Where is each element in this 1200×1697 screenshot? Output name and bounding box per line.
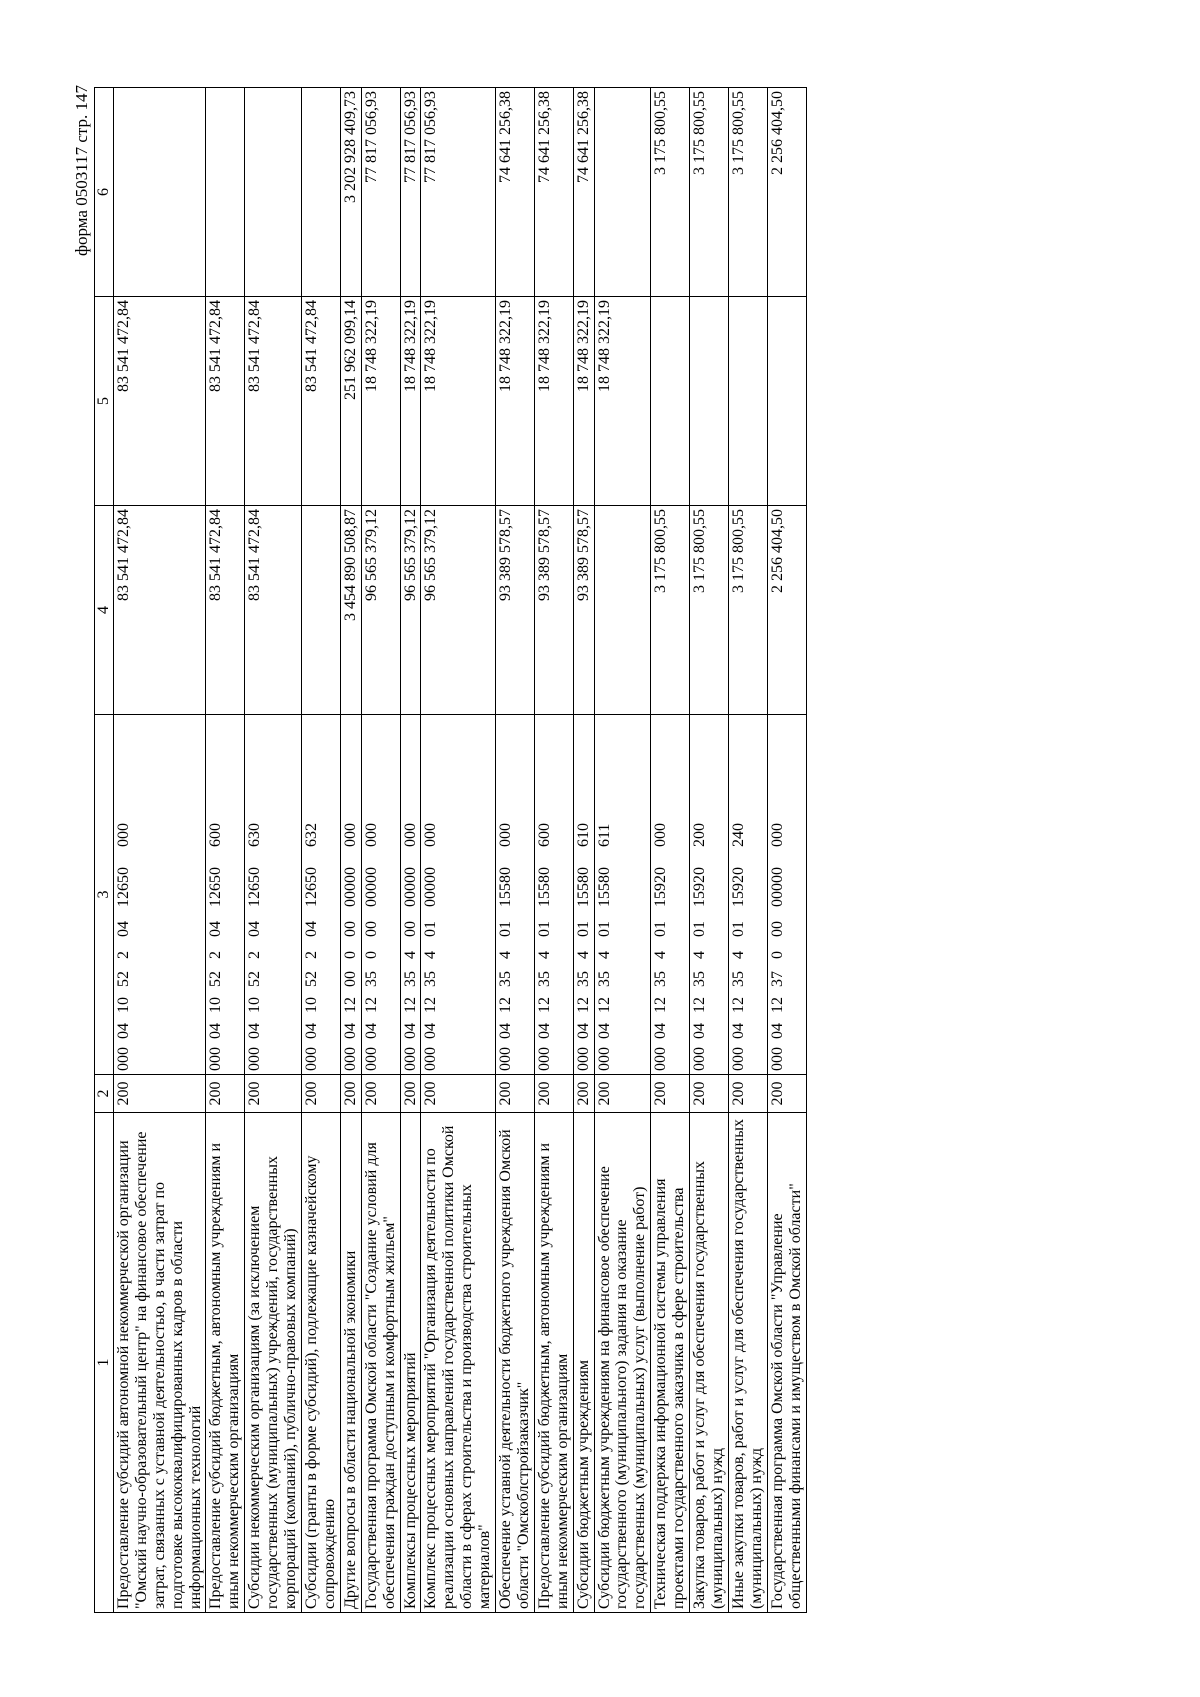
code-segment: 35 (362, 970, 380, 987)
approved-amount-cell: 93 389 578,57 (496, 505, 535, 714)
unexecuted-amount-cell: 77 817 056,93 (421, 87, 496, 296)
code-segment: 04 (574, 1022, 592, 1039)
column-number-row (95, 87, 114, 1612)
code-segment: 12 (401, 996, 419, 1013)
code-segment: 000 (422, 1046, 440, 1071)
code-segment: 000 (362, 1046, 380, 1071)
executed-amount-cell: 83 541 472,84 (245, 296, 302, 505)
code-segment: 4 (497, 950, 515, 959)
row-name-cell: Иные закупки товаров, работ и услуг для обеспечения государственных (муниципальных) нужд (728, 1112, 767, 1612)
unexecuted-amount-cell: 2 256 404,50 (767, 87, 806, 296)
column-header: 5 (95, 296, 114, 505)
approved-amount-cell: 96 565 379,12 (421, 505, 496, 714)
executed-amount-cell (651, 296, 690, 505)
unexecuted-amount-cell: 74 641 256,38 (496, 87, 535, 296)
executed-amount-cell: 83 541 472,84 (113, 296, 206, 505)
code-segment: 12650 (302, 866, 320, 907)
approved-amount-cell (594, 505, 651, 714)
table-row (400, 87, 421, 1612)
code-segment: 00 (401, 920, 419, 937)
classification-code-cell (728, 714, 767, 1074)
code-segment: 01 (422, 920, 440, 937)
unexecuted-amount-cell: 74 641 256,38 (534, 87, 573, 296)
report-body (113, 87, 806, 1612)
code-segment: 000 (114, 1046, 132, 1071)
approved-amount-cell: 83 541 472,84 (113, 505, 206, 714)
code-segment: 15920 (729, 866, 747, 907)
approved-amount-cell: 2 256 404,50 (767, 505, 806, 714)
executed-amount-cell: 18 748 322,19 (400, 296, 421, 505)
table-row (245, 87, 302, 1612)
table-row (361, 87, 400, 1612)
code-segment: 01 (574, 920, 592, 937)
code-segment: 0 (341, 950, 359, 959)
code-segment: 240 (729, 822, 747, 847)
code-segment: 12 (729, 996, 747, 1013)
unexecuted-amount-cell: 3 175 800,55 (690, 87, 729, 296)
unexecuted-amount-cell: 3 175 800,55 (728, 87, 767, 296)
approved-amount-cell: 3 175 800,55 (651, 505, 690, 714)
table-row (767, 87, 806, 1612)
code-segment: 35 (729, 970, 747, 987)
line-code-cell: 200 (690, 1074, 729, 1112)
code-segment: 00000 (362, 866, 380, 907)
classification-code-cell (690, 714, 729, 1074)
code-segment: 52 (302, 970, 320, 987)
code-segment: 600 (535, 822, 553, 847)
code-segment: 2 (114, 950, 132, 959)
line-code-cell: 200 (301, 1074, 340, 1112)
code-segment: 01 (535, 920, 553, 937)
row-name-cell: Техническая поддержка информационной системы управления проектами государственного заказчика в сфере строительства (651, 1112, 690, 1612)
code-segment: 01 (595, 920, 613, 937)
table-row (690, 87, 729, 1612)
code-segment: 10 (302, 996, 320, 1013)
line-code-cell: 200 (206, 1074, 245, 1112)
code-segment: 35 (535, 970, 553, 987)
line-code-cell: 200 (767, 1074, 806, 1112)
approved-amount-cell: 83 541 472,84 (245, 505, 302, 714)
row-name-cell: Субсидии бюджетным учреждениям (573, 1112, 594, 1612)
row-name-cell: Предоставление субсидий автономной некоммерческой организации "Омский научно-образовательный центр" на финансовое обеспечение затрат, связанных с уставной деятельностью, в части затрат по подготовке высококвалифицированных кадров в области информационных технологий (113, 1112, 206, 1612)
code-segment: 00000 (768, 866, 786, 907)
classification-code-cell (340, 714, 361, 1074)
approved-amount-cell: 96 565 379,12 (361, 505, 400, 714)
code-segment: 000 (401, 822, 419, 847)
code-segment: 15580 (497, 866, 515, 907)
executed-amount-cell: 18 748 322,19 (573, 296, 594, 505)
code-segment: 00 (362, 920, 380, 937)
executed-amount-cell: 18 748 322,19 (361, 296, 400, 505)
code-segment: 04 (497, 1022, 515, 1039)
executed-amount-cell (690, 296, 729, 505)
code-segment: 00 (341, 920, 359, 937)
executed-amount-cell: 83 541 472,84 (206, 296, 245, 505)
report-table (94, 87, 807, 1613)
code-segment: 630 (246, 822, 264, 847)
code-segment: 04 (691, 1022, 709, 1039)
code-segment: 2 (302, 950, 320, 959)
row-name-cell: Комплекс процессных мероприятий "Организация деятельности по реализации основных направлений государственной политики Омской области в сферах строительства и производства строительных материалов" (421, 1112, 496, 1612)
unexecuted-amount-cell (594, 87, 651, 296)
unexecuted-amount-cell (206, 87, 245, 296)
code-segment: 000 (114, 822, 132, 847)
code-segment: 000 (768, 1046, 786, 1071)
code-segment: 01 (652, 920, 670, 937)
code-segment: 35 (497, 970, 515, 987)
classification-code-cell (421, 714, 496, 1074)
code-segment: 04 (362, 1022, 380, 1039)
code-segment: 12 (422, 996, 440, 1013)
code-segment: 200 (691, 822, 709, 847)
unexecuted-amount-cell (113, 87, 206, 296)
code-segment: 4 (422, 950, 440, 959)
executed-amount-cell: 251 962 099,14 (340, 296, 361, 505)
form-reference: форма 0503117 стр. 147 (72, 84, 91, 256)
row-name-cell: Субсидии бюджетным учреждениям на финансовое обеспечение государственного (муниципального) задания на оказание государственных (муниципальных) услуг (выполнение работ) (594, 1112, 651, 1612)
line-code-cell: 200 (651, 1074, 690, 1112)
row-name-cell: Субсидии некоммерческим организациям (за исключением государственных (муниципальных) учреждений, государственных корпораций (компаний), публично-правовых компаний) (245, 1112, 302, 1612)
approved-amount-cell: 3 175 800,55 (690, 505, 729, 714)
code-segment: 000 (652, 822, 670, 847)
row-name-cell: Предоставление субсидий бюджетным, автономным учреждениям и иным некоммерческим организациям (206, 1112, 245, 1612)
executed-amount-cell: 18 748 322,19 (534, 296, 573, 505)
classification-code-cell (361, 714, 400, 1074)
line-code-cell: 200 (421, 1074, 496, 1112)
code-segment: 04 (114, 1022, 132, 1039)
line-code-cell: 200 (245, 1074, 302, 1112)
rotated-page (70, 49, 1130, 1649)
code-segment: 000 (691, 1046, 709, 1071)
code-segment: 12650 (246, 866, 264, 907)
code-segment: 04 (768, 1022, 786, 1039)
code-segment: 12 (497, 996, 515, 1013)
classification-code-cell (245, 714, 302, 1074)
code-segment: 52 (246, 970, 264, 987)
row-name-cell: Закупка товаров, работ и услуг для обеспечения государственных (муниципальных) нужд (690, 1112, 729, 1612)
line-code-cell: 200 (113, 1074, 206, 1112)
code-segment: 000 (497, 1046, 515, 1071)
code-segment: 10 (246, 996, 264, 1013)
code-segment: 04 (207, 1022, 225, 1039)
code-segment: 000 (246, 1046, 264, 1071)
code-segment: 000 (422, 822, 440, 847)
code-segment: 000 (362, 822, 380, 847)
code-segment: 2 (246, 950, 264, 959)
classification-code-cell (594, 714, 651, 1074)
unexecuted-amount-cell: 74 641 256,38 (573, 87, 594, 296)
code-segment: 04 (246, 1022, 264, 1039)
code-segment: 15920 (691, 866, 709, 907)
classification-code-cell (113, 714, 206, 1074)
code-segment: 4 (595, 950, 613, 959)
classification-code-cell (651, 714, 690, 1074)
code-segment: 12 (595, 996, 613, 1013)
code-segment: 04 (302, 1022, 320, 1039)
executed-amount-cell: 18 748 322,19 (594, 296, 651, 505)
code-segment: 01 (729, 920, 747, 937)
code-segment: 12650 (114, 866, 132, 907)
code-segment: 35 (422, 970, 440, 987)
classification-code-cell (206, 714, 245, 1074)
unexecuted-amount-cell: 77 817 056,93 (400, 87, 421, 296)
unexecuted-amount-cell: 3 202 928 409,73 (340, 87, 361, 296)
approved-amount-cell: 3 175 800,55 (728, 505, 767, 714)
executed-amount-cell (728, 296, 767, 505)
code-segment: 04 (207, 920, 225, 937)
code-segment: 15920 (652, 866, 670, 907)
line-code-cell: 200 (496, 1074, 535, 1112)
column-header: 2 (95, 1074, 114, 1112)
line-code-cell: 200 (573, 1074, 594, 1112)
code-segment: 4 (691, 950, 709, 959)
row-name-cell: Комплексы процессных мероприятий (400, 1112, 421, 1612)
code-segment: 4 (729, 950, 747, 959)
row-name-cell: Обеспечение уставной деятельности бюджетного учреждения Омской области "Омскоблстройзаказчик" (496, 1112, 535, 1612)
code-segment: 00 (768, 920, 786, 937)
code-segment: 12 (341, 996, 359, 1013)
table-row (573, 87, 594, 1612)
code-segment: 000 (207, 1046, 225, 1071)
table-row (301, 87, 340, 1612)
code-segment: 000 (729, 1046, 747, 1071)
code-segment: 12 (574, 996, 592, 1013)
classification-code-cell (767, 714, 806, 1074)
code-segment: 10 (114, 996, 132, 1013)
unexecuted-amount-cell (245, 87, 302, 296)
code-segment: 00 (341, 970, 359, 987)
executed-amount-cell: 18 748 322,19 (496, 296, 535, 505)
line-code-cell: 200 (728, 1074, 767, 1112)
code-segment: 611 (595, 823, 613, 847)
line-code-cell: 200 (340, 1074, 361, 1112)
table-row (534, 87, 573, 1612)
code-segment: 12 (362, 996, 380, 1013)
code-segment: 000 (574, 1046, 592, 1071)
code-segment: 04 (422, 1022, 440, 1039)
code-segment: 000 (341, 1046, 359, 1071)
table-row (594, 87, 651, 1612)
table-row (113, 87, 206, 1612)
code-segment: 00000 (341, 866, 359, 907)
row-name-cell: Предоставление субсидий бюджетным, автономным учреждениям и иным некоммерческим организациям (534, 1112, 573, 1612)
code-segment: 12 (652, 996, 670, 1013)
code-segment: 35 (595, 970, 613, 987)
table-row (421, 87, 496, 1612)
row-name-cell: Другие вопросы в области национальной экономики (340, 1112, 361, 1612)
code-segment: 04 (652, 1022, 670, 1039)
classification-code-cell (400, 714, 421, 1074)
code-segment: 610 (574, 822, 592, 847)
approved-amount-cell: 93 389 578,57 (534, 505, 573, 714)
code-segment: 12650 (207, 866, 225, 907)
code-segment: 12 (535, 996, 553, 1013)
table-row (728, 87, 767, 1612)
approved-amount-cell (301, 505, 340, 714)
code-segment: 00000 (422, 866, 440, 907)
code-segment: 04 (341, 1022, 359, 1039)
approved-amount-cell: 93 389 578,57 (573, 505, 594, 714)
code-segment: 01 (497, 920, 515, 937)
executed-amount-cell: 18 748 322,19 (421, 296, 496, 505)
code-segment: 000 (768, 822, 786, 847)
classification-code-cell (573, 714, 594, 1074)
code-segment: 4 (574, 950, 592, 959)
approved-amount-cell: 3 454 890 508,87 (340, 505, 361, 714)
line-code-cell: 200 (400, 1074, 421, 1112)
code-segment: 04 (729, 1022, 747, 1039)
code-segment: 04 (302, 920, 320, 937)
row-name-cell: Государственная программа Омской области "Управление общественными финансами и имуществом в Омской области" (767, 1112, 806, 1612)
code-segment: 000 (401, 1046, 419, 1071)
code-segment: 2 (207, 950, 225, 959)
classification-code-cell (534, 714, 573, 1074)
code-segment: 000 (497, 822, 515, 847)
code-segment: 37 (768, 970, 786, 987)
code-segment: 0 (768, 950, 786, 959)
code-segment: 4 (652, 950, 670, 959)
code-segment: 0 (362, 950, 380, 959)
column-header: 1 (95, 1112, 114, 1612)
row-name-cell: Субсидии (гранты в форме субсидий), подлежащие казначейскому сопровождению (301, 1112, 340, 1612)
column-header: 4 (95, 505, 114, 714)
code-segment: 04 (246, 920, 264, 937)
line-code-cell: 200 (361, 1074, 400, 1112)
row-name-cell: Государственная программа Омской области "Создание условий для обеспечения граждан доступным и комфортным жильем" (361, 1112, 400, 1612)
code-segment: 04 (535, 1022, 553, 1039)
code-segment: 52 (114, 970, 132, 987)
code-segment: 35 (574, 970, 592, 987)
executed-amount-cell: 83 541 472,84 (301, 296, 340, 505)
code-segment: 000 (302, 1046, 320, 1071)
executed-amount-cell (767, 296, 806, 505)
code-segment: 15580 (595, 866, 613, 907)
code-segment: 04 (595, 1022, 613, 1039)
code-segment: 000 (535, 1046, 553, 1071)
column-header: 3 (95, 714, 114, 1074)
code-segment: 4 (535, 950, 553, 959)
unexecuted-amount-cell (301, 87, 340, 296)
column-header: 6 (95, 87, 114, 296)
code-segment: 000 (595, 1046, 613, 1071)
code-segment: 10 (207, 996, 225, 1013)
code-segment: 35 (652, 970, 670, 987)
code-segment: 15580 (574, 866, 592, 907)
classification-code-cell (301, 714, 340, 1074)
classification-code-cell (496, 714, 535, 1074)
code-segment: 4 (401, 950, 419, 959)
code-segment: 35 (401, 970, 419, 987)
code-segment: 000 (652, 1046, 670, 1071)
unexecuted-amount-cell: 77 817 056,93 (361, 87, 400, 296)
code-segment: 000 (341, 822, 359, 847)
code-segment: 12 (691, 996, 709, 1013)
table-row (496, 87, 535, 1612)
code-segment: 600 (207, 822, 225, 847)
table-row (206, 87, 245, 1612)
code-segment: 00000 (401, 866, 419, 907)
table-row (651, 87, 690, 1612)
code-segment: 52 (207, 970, 225, 987)
approved-amount-cell: 96 565 379,12 (400, 505, 421, 714)
code-segment: 12 (768, 996, 786, 1013)
code-segment: 632 (302, 822, 320, 847)
unexecuted-amount-cell: 3 175 800,55 (651, 87, 690, 296)
code-segment: 01 (691, 920, 709, 937)
approved-amount-cell: 83 541 472,84 (206, 505, 245, 714)
code-segment: 04 (401, 1022, 419, 1039)
line-code-cell: 200 (534, 1074, 573, 1112)
line-code-cell: 200 (594, 1074, 651, 1112)
code-segment: 35 (691, 970, 709, 987)
code-segment: 15580 (535, 866, 553, 907)
table-row (340, 87, 361, 1612)
code-segment: 04 (114, 920, 132, 937)
